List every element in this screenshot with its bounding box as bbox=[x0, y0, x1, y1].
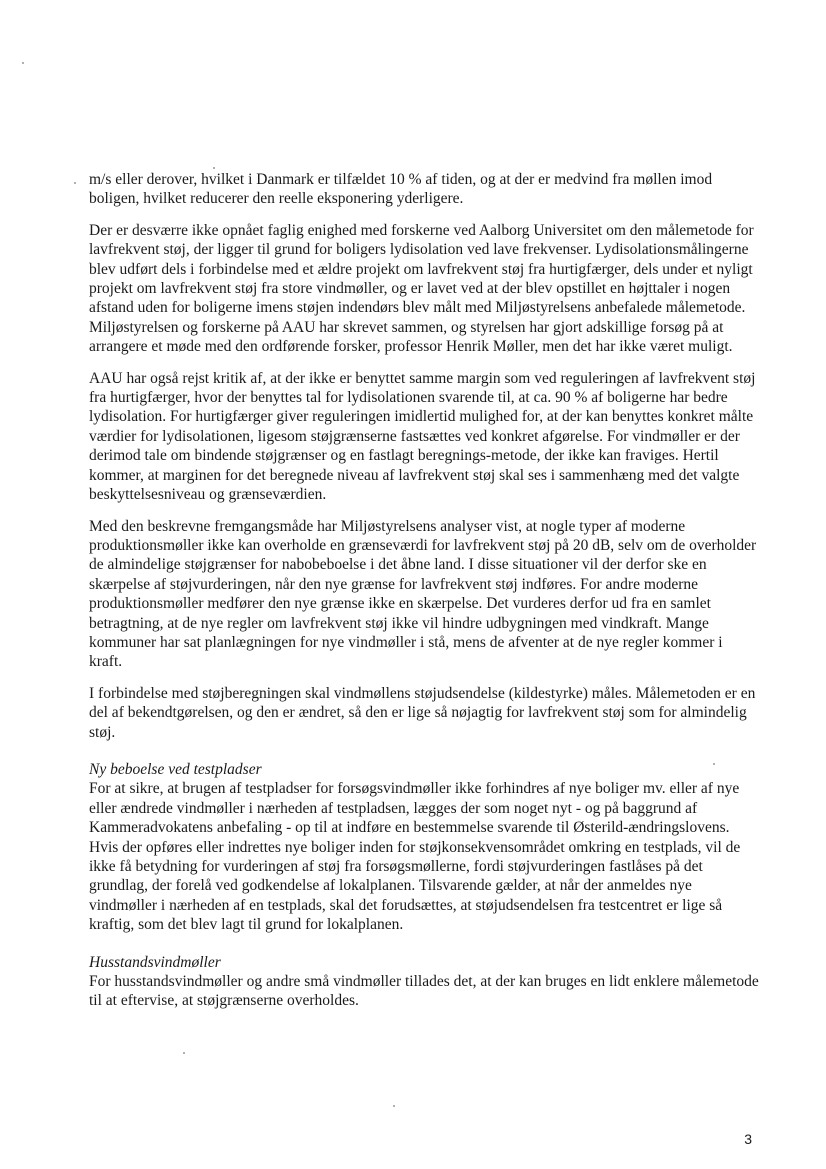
page-number: 3 bbox=[744, 1131, 752, 1147]
section-heading-testpladser: Ny beboelse ved testpladser bbox=[89, 760, 262, 778]
section-text-husstandsvindmoller: For husstandsvindmøller og andre små vindmøller tillades det, at der kan bruges en lidt enklere målemetode til at eftervise, at støjgrænserne overholdes. bbox=[89, 973, 759, 1010]
paragraph-1: m/s eller derover, hvilket i Danmark er tilfældet 10 % af tiden, og at der er medvind fra møllen imod boligen, hvilket reducerer den reelle eksponering yderligere. bbox=[89, 171, 713, 208]
scan-speck bbox=[74, 182, 76, 184]
scan-speck bbox=[22, 62, 24, 64]
scan-speck bbox=[183, 1052, 185, 1054]
paragraph-3: AAU har også rejst kritik af, at der ikke er benyttet samme margin som ved reguleringen af lavfrekvent støj fra hurtigfærger, hvor der benyttes tal for lydisolationen svarende til, at ca. 90 % af boligerne har bedre lydisolation. For hurtigfærger giver reguleringen imidlertid mulighed for, at der kan benyttes konkret målte værdier for lydisolationen, ligesom støjgrænserne fastsættes ved konkret afgørelse. For vindmøller er der derimod tale om bindende støjgrænser og en fastlagt beregnings-metode, der ikke kan fraviges. Hertil kommer, at marginen for det beregnede niveau af lavfrekvent støj skal ses i sammenhæng med det valgte beskyttelsesniveau og grænseværdien. bbox=[89, 369, 756, 504]
scan-speck bbox=[213, 167, 215, 169]
document-page bbox=[89, 170, 759, 1023]
section-heading-husstandsvindmoller: Husstandsvindmøller bbox=[89, 953, 221, 971]
paragraph-4: Med den beskrevne fremgangsmåde har Miljøstyrelsens analyser vist, at nogle typer af moderne produktionsmøller ikke kan overholde en grænseværdi for lavfrekvent støj på 20 dB, selv om de overholder de almindelige støjgrænser for nabobeboelse i det åbne land. I disse situationer vil der derfor ske en skærpelse af støjvurderingen, når den nye grænse for lavfrekvent støj indføres. For andre moderne produktionsmøller medfører den nye grænse ikke en skærpelse. Det vurderes derfor ud fra en samlet betragtning, at de nye regler om lavfrekvent støj ikke vil hindre udbygningen med vindkraft. Mange kommuner har sat planlægningen for nye vindmøller i stå, mens de afventer at de nye regler kommer i kraft. bbox=[89, 517, 757, 671]
scan-speck bbox=[713, 763, 715, 765]
section-text-testpladser: For at sikre, at brugen af testpladser for forsøgsvindmøller ikke forhindres af nye boliger mv. eller af nye eller ændrede vindmøller i nærheden af testpladsen, lægges der som noget nyt - og på baggrund af Kammeradvokatens anbefaling - op til at indføre en bestemmelse svarende til Østerild-ændringslovens. Hvis der opføres eller indrettes nye boliger inden for støjkonsekvensområdet omkring en testplads, vil de ikke få betydning for vurderingen af støj fra forsøgsmøllerne, fordi støjvurderingen fastlåses på det grundlag, der forelå ved godkendelse af lokalplanen. Tilsvarende gælder, at når der anmeldes nye vindmøller i nærheden af en testplads, skal det forudsættes, at støjudsendelsen fra testcentret er lige så kraftig, som det blev lagt til grund for lokalplanen. bbox=[89, 780, 741, 934]
scan-speck bbox=[393, 1105, 395, 1107]
paragraph-5: I forbindelse med støjberegningen skal vindmøllens støjudsendelse (kildestyrke) måles. Målemetoden er en del af bekendtgørelsen, og den er ændret, så den er lige så nøjagtig for lavfrekvent støj som for almindelig støj. bbox=[89, 684, 756, 741]
paragraph-2: Der er desværre ikke opnået faglig enighed med forskerne ved Aalborg Universitet om den målemetode for lavfrekvent støj, der ligger til grund for boligers lydisolation ved lave frekvenser. Lydisolationsmålingerne blev udført dels i forbindelse med et ældre projekt om lavfrekvent støj fra hurtigfærger, dels under et nyligt projekt om lavfrekvent støj fra store vindmøller, og er lavet ved at der blev opstillet en højttaler i nogen afstand uden for boligerne imens støjen indendørs blev målt med Miljøstyrelsens anbefalede målemetode. Miljøstyrelsen og forskerne på AAU har skrevet sammen, og styrelsen har gjort adskillige forsøg på at arrangere et møde med den ordførende forsker, professor Henrik Møller, men det har ikke været muligt. bbox=[89, 221, 754, 356]
